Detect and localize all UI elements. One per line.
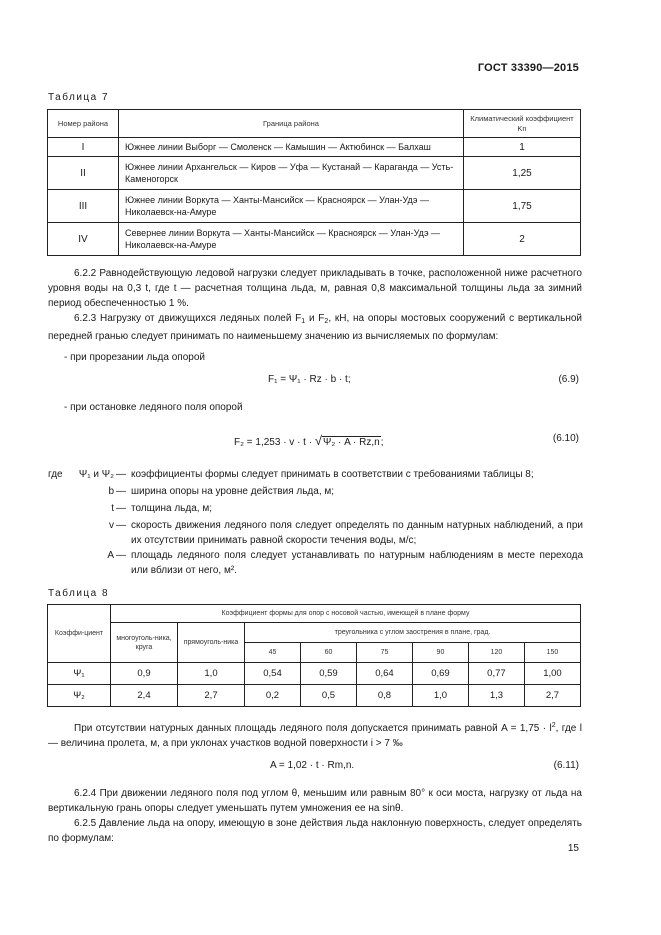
t8-row-name: Ψ₁ (48, 663, 111, 685)
def-text-t: толщина льда, м; (131, 503, 212, 514)
t8-cell: 0,64 (356, 663, 412, 685)
paragraph-6-2-4: 6.2.4 При движении ледяного поля под углом θ, меньшим или равным 80° к оси моста, нагрузку от льда на вертикальную грань опоры следует уменьшать путем умножения ее на sinθ. (48, 788, 582, 814)
t8-cell: 1,0 (412, 685, 468, 707)
t8-cell: 2,7 (524, 685, 580, 707)
paragraph-area: При отсутствии натурных данных площадь ледяного поля допускается принимать равной $A = 1,75 \cdot l^2$, где l — величина пролета, м, а при уклонах участков водной поверхности i > 7 ‰ (48, 722, 582, 749)
table7-caption: Таблица 7 (48, 92, 110, 103)
t8-cell: 0,69 (412, 663, 468, 685)
table-row (48, 223, 581, 256)
t7-border: Севернее линии Воркута — Ханты-Мансийск — Красноярск — Улан-Удэ — Николаевск-на-Амуре (119, 223, 464, 256)
t8-cell: 0,5 (300, 685, 356, 707)
t7-border: Южнее линии Выборг — Смоленск — Камышин — Актюбинск — Балхаш (119, 138, 464, 157)
paragraph-6-2-2: 6.2.2 Равнодействующую ледовой нагрузки следует прикладывать в точке, расположенной ниже расчетного уровня воды на 0,3 t, где t — расчетная толщина льда, м, равная 0,8 максимальной толщины льда за зимний период обеспеченностью 1 %. (48, 268, 582, 309)
equation-6-9: F₁ = Ψ₁ · Rz · b · t; (268, 374, 351, 385)
def-sym-a: A (107, 550, 114, 561)
t8-angle: 75 (356, 643, 412, 663)
t7-border: Южнее линии Архангельск — Киров — Уфа — Кустанай — Караганда — Усть-Каменогорск (119, 157, 464, 190)
equation-6-11: A = 1,02 · t · Rm,n. (270, 760, 355, 771)
t8-col-rect: прямоуголь-ника (178, 623, 245, 663)
table8 (47, 604, 581, 707)
paragraph-6-2-3: 6.2.3 Нагрузку от движущихся ледяных полей $F_1$ и $F_2$, кН, на опоры мостовых сооружений с вертикальной передней гранью следует принимать по наименьшему значению из вычисляемых по формулам: (48, 313, 582, 342)
def-sym-b: b (108, 486, 114, 497)
table-row (48, 685, 581, 707)
t8-angle: 120 (468, 643, 524, 663)
t8-col-coef: Коэффи-циент (48, 605, 111, 663)
t7-num: IV (48, 223, 119, 256)
t8-group-header: Коэффициент формы для опор с носовой частью, имеющей в плане форму (111, 605, 581, 623)
def-text-b: ширина опоры на уровне действия льда, м; (131, 486, 335, 497)
def-sym-t: t (111, 503, 114, 514)
t8-col-polygon: многоуголь-ника, круга (111, 623, 178, 663)
table-row (48, 190, 581, 223)
t8-cell: 2,7 (178, 685, 245, 707)
table8-caption: Таблица 8 (48, 588, 110, 599)
doc-code: ГОСТ 33390—2015 (477, 62, 579, 74)
bullet-cutting: - при прорезании льда опорой (64, 352, 205, 363)
t7-coef: 1,25 (464, 157, 581, 190)
t7-num: III (48, 190, 119, 223)
t7-border: Южнее линии Воркута — Ханты-Мансийск — Красноярск — Улан-Удэ — Николаевск-на-Амуре (119, 190, 464, 223)
t8-col-triangle: треугольника с углом заострения в плане, град. (245, 623, 581, 643)
table-row (48, 138, 581, 157)
table-row (48, 663, 581, 685)
t8-row-name: Ψ₂ (48, 685, 111, 707)
page-number: 15 (567, 843, 579, 854)
table7 (47, 109, 581, 256)
t7-coef: 2 (464, 223, 581, 256)
t7-col-border: Граница района (119, 110, 464, 138)
def-text-psi: коэффициенты формы следует принимать в соответствии с требованиями таблицы 8; (131, 469, 534, 480)
def-sym-psi: Ψ₁ и Ψ₂ (78, 469, 114, 480)
t7-col-coef: Климатический коэффициент Kn (464, 110, 581, 138)
equation-6-10-number: (6.10) (552, 433, 579, 444)
t8-cell: 0,9 (111, 663, 178, 685)
t8-cell: 1,3 (468, 685, 524, 707)
t8-cell: 1,0 (178, 663, 245, 685)
t8-cell: 0,77 (468, 663, 524, 685)
def-text-a: площадь ледяного поля следует устанавливать по натурным наблюдениям в месте перехода или вблизи от него, м². (131, 550, 583, 576)
def-sym-v: v (109, 520, 114, 531)
t8-cell: 2,4 (111, 685, 178, 707)
def-text-v: скорость движения ледяного поля следует определять по данным натурных наблюдений, а при их отсутствии принимать равной скорости течения воды, м/с; (131, 520, 583, 546)
t7-col-num: Номер района (48, 110, 119, 138)
table-row (48, 157, 581, 190)
t7-num: I (48, 138, 119, 157)
where-label: где (48, 469, 63, 480)
t7-num: II (48, 157, 119, 190)
t8-angle: 150 (524, 643, 580, 663)
t8-cell: 0,2 (245, 685, 301, 707)
t8-angle: 45 (245, 643, 301, 663)
t8-cell: 0,59 (300, 663, 356, 685)
equation-6-9-number: (6.9) (558, 374, 579, 385)
t7-coef: 1,75 (464, 190, 581, 223)
t8-cell: 0,54 (245, 663, 301, 685)
t8-cell: 0,8 (356, 685, 412, 707)
t8-angle: 60 (300, 643, 356, 663)
bullet-stopping: - при остановке ледяного поля опорой (64, 402, 243, 413)
t7-coef: 1 (464, 138, 581, 157)
document-page: ГОСТ 33390—2015 Таблица 7 Номер района Граница района Климатический коэффициент Kn I Южнее линии Выборг — Смоленск — Камышин — Актюбинск — Балхаш 1 II Южнее линии Архангельск — Киров — Уфа — Кустанай — Караганда — Усть-Каменогорск 1,25 III Южнее линии Воркута — Ханты-Мансийск — Красноярск — Улан-Удэ — Николаевск-на-Амуре 1,75 IV Севернее линии Воркута — Ханты-Мансийск — Красноярск — Улан-Удэ — Николаевск-на-Амуре 2 6.2.2 Равнодействующую ледовой нагрузки следует прикладывать в точке, расположенной ниже расчетного уровня воды на 0,3 t, где t — расчетная толщина льда, м, равная 0,8 максимальной толщины льда за зимний период обеспеченностью 1 %. 6.2.3 Нагрузку от движущихся ледяных полей $F_1$ и $F_2$, кН, на опоры мостовых сооружений с вертикальной передней гранью следует принимать по наименьшему значению из вычисляемых по формулам: - при прорезании льда опорой F₁ = Ψ₁ · Rz · b · t; (6.9) - при остановке ледяного поля опорой F₂ = 1,253 · v · t · √Ψ₂ · A · Rz,n; (6.10) где Ψ₁ и Ψ₂ — коэффициенты формы следует принимать в соответствии с требованиями таблицы 8; b — ширина опоры на уровне действия льда, м; t — толщина льда, м; v — скорость движения ледяного поля следует определять по данным натурных наблюдений, а при их отсутствии принимать равной скорости течения воды, м/с; A — площадь ледяного поля следует устанавливать по натурным наблюдениям в месте перехода или вблизи от него, м². Таблица 8 Коэффи-циент Коэффициент формы для опор с носовой частью, имеющей в плане форму многоуголь-ника, круга прямоуголь-ника треугольника с углом заострения в плане, град. 45 60 75 90 120 150 Ψ₁ 0,9 1,0 0,54 0,59 0,64 0,69 0,77 1,00 Ψ₂ 2,4 2,7 0,2 0,5 0,8 1,0 1,3 2,7 При отсутствии натурных данных площадь ледяного поля допускается принимать равной $A = 1,75 \cdot l^2$, где l — величина пролета, м, а при уклонах участков водной поверхности i > 7 ‰ A = 1,02 · t · Rm,n. (6.11) 6.2.4 При движении ледяного поля под углом θ, меньшим или равным 80° к оси моста, нагрузку от льда на вертикальную грань опоры следует уменьшать путем умножения ее на sinθ. 6.2.5 Давление льда на опору, имеющую в зоне действия льда наклонную поверхность, следует определять по формулам: 15 (48, 62, 583, 854)
paragraph-6-2-5: 6.2.5 Давление льда на опору, имеющую в зоне действия льда наклонную поверхность, следует определять по формулам: (48, 818, 582, 844)
equation-6-10: F₂ = 1,253 · v · t · √Ψ₂ · A · Rz,n; (234, 433, 384, 448)
t8-angle: 90 (412, 643, 468, 663)
equation-6-11-number: (6.11) (553, 760, 579, 771)
t8-cell: 1,00 (524, 663, 580, 685)
